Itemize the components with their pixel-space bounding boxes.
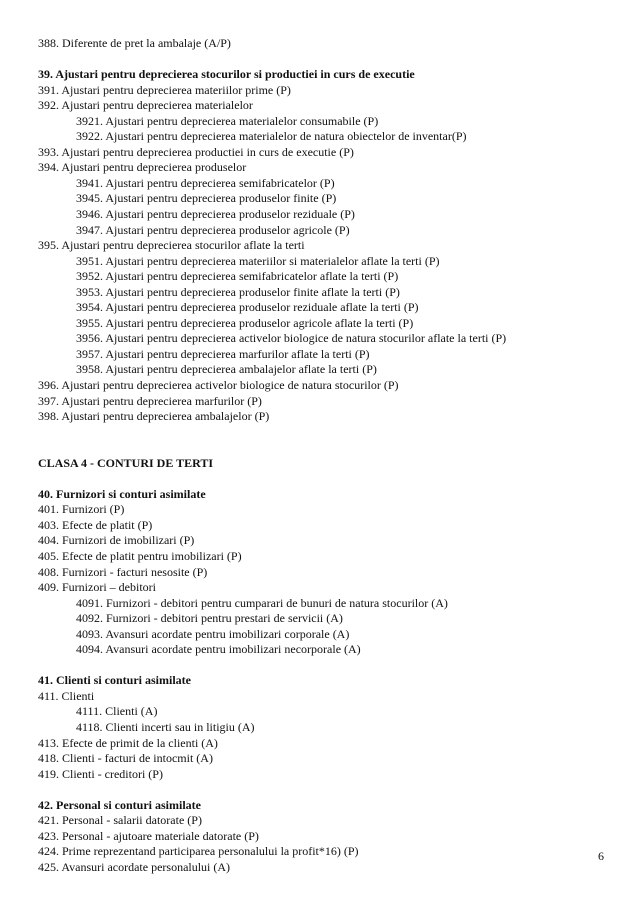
- account-line: 401. Furnizori (P): [38, 502, 125, 517]
- subaccount-line: 3922. Ajustari pentru deprecierea materialelor de natura obiectelor de inventar(P): [76, 129, 467, 144]
- account-line: 424. Prime reprezentand participarea personalului la profit*16) (P): [38, 844, 359, 859]
- account-line: 393. Ajustari pentru deprecierea productiei in curs de executie (P): [38, 144, 354, 159]
- account-line: 405. Efecte de platit pentru imobilizari (P): [38, 548, 242, 563]
- account-line: 413. Efecte de primit de la clienti (A): [38, 735, 218, 750]
- account-line: 391. Ajustari pentru deprecierea materiilor prime (P): [38, 82, 291, 97]
- account-line: 408. Furnizori - facturi nesosite (P): [38, 564, 208, 579]
- account-line: 392. Ajustari pentru deprecierea materialelor: [38, 98, 253, 113]
- account-line: 396. Ajustari pentru deprecierea activelor biologice de natura stocurilor (P): [38, 378, 399, 393]
- subaccount-line: 3956. Ajustari pentru deprecierea activelor biologice de natura stocurilor aflate la terti (P): [76, 331, 507, 346]
- account-line: 418. Clienti - facturi de intocmit (A): [38, 751, 213, 766]
- account-line: 398. Ajustari pentru deprecierea ambalajelor (P): [38, 409, 270, 424]
- account-line: 411. Clienti: [38, 688, 95, 703]
- subaccount-line: 3941. Ajustari pentru deprecierea semifabricatelor (P): [76, 175, 335, 190]
- spacer: [38, 52, 608, 68]
- subaccount-line: 3951. Ajustari pentru deprecierea materiilor si materialelor aflate la terti (P): [76, 253, 440, 268]
- account-line: 419. Clienti - creditori (P): [38, 766, 163, 781]
- document-body: [38, 36, 608, 875]
- account-line: 394. Ajustari pentru deprecierea produselor: [38, 160, 247, 175]
- subaccount-line: 4111. Clienti (A): [76, 704, 158, 719]
- subaccount-line: 3958. Ajustari pentru deprecierea ambalajelor aflate la terti (P): [76, 362, 377, 377]
- account-line: 425. Avansuri acordate personalului (A): [38, 859, 231, 874]
- section-heading: 40. Furnizori si conturi asimilate: [38, 486, 206, 501]
- section-heading: 41. Clienti si conturi asimilate: [38, 673, 191, 688]
- account-line: 395. Ajustari pentru deprecierea stocurilor aflate la terti: [38, 238, 305, 253]
- spacer: [38, 658, 608, 674]
- spacer: [38, 425, 608, 456]
- account-line: 409. Furnizori – debitori: [38, 580, 156, 595]
- account-line: 397. Ajustari pentru deprecierea marfurilor (P): [38, 393, 262, 408]
- account-line: 421. Personal - salarii datorate (P): [38, 813, 202, 828]
- subaccount-line: 3947. Ajustari pentru deprecierea produselor agricole (P): [76, 222, 350, 237]
- account-line: 423. Personal - ajutoare materiale datorate (P): [38, 828, 259, 843]
- section-heading: 42. Personal si conturi asimilate: [38, 797, 201, 812]
- subaccount-line: 4091. Furnizori - debitori pentru cumparari de bunuri de natura stocurilor (A): [76, 595, 448, 610]
- subaccount-line: 4092. Furnizori - debitori pentru prestari de servicii (A): [76, 611, 343, 626]
- account-line: 388. Diferente de pret la ambalaje (A/P): [38, 36, 231, 50]
- spacer: [38, 782, 608, 798]
- subaccount-line: 3955. Ajustari pentru deprecierea produselor agricole aflate la terti (P): [76, 315, 414, 330]
- account-line: 403. Efecte de platit (P): [38, 517, 153, 532]
- subaccount-line: 3953. Ajustari pentru deprecierea produselor finite aflate la terti (P): [76, 284, 400, 299]
- section-heading: CLASA 4 - CONTURI DE TERTI: [38, 455, 214, 470]
- subaccount-line: 3954. Ajustari pentru deprecierea produselor reziduale aflate la terti (P): [76, 300, 419, 315]
- subaccount-line: 3957. Ajustari pentru deprecierea marfurilor aflate la terti (P): [76, 346, 370, 361]
- subaccount-line: 4118. Clienti incerti sau in litigiu (A): [76, 719, 255, 734]
- subaccount-line: 3921. Ajustari pentru deprecierea materialelor consumabile (P): [76, 113, 379, 128]
- account-line: 404. Furnizori de imobilizari (P): [38, 533, 195, 548]
- page-number: 6: [598, 849, 604, 863]
- spacer: [38, 471, 608, 487]
- subaccount-line: 3952. Ajustari pentru deprecierea semifabricatelor aflate la terti (P): [76, 269, 399, 284]
- section-heading: 39. Ajustari pentru deprecierea stocurilor si productiei in curs de executie: [38, 67, 415, 82]
- subaccount-line: 4093. Avansuri acordate pentru imobilizari corporale (A): [76, 626, 350, 641]
- subaccount-line: 3945. Ajustari pentru deprecierea produselor finite (P): [76, 191, 337, 206]
- subaccount-line: 4094. Avansuri acordate pentru imobilizari necorporale (A): [76, 642, 361, 657]
- subaccount-line: 3946. Ajustari pentru deprecierea produselor reziduale (P): [76, 207, 355, 222]
